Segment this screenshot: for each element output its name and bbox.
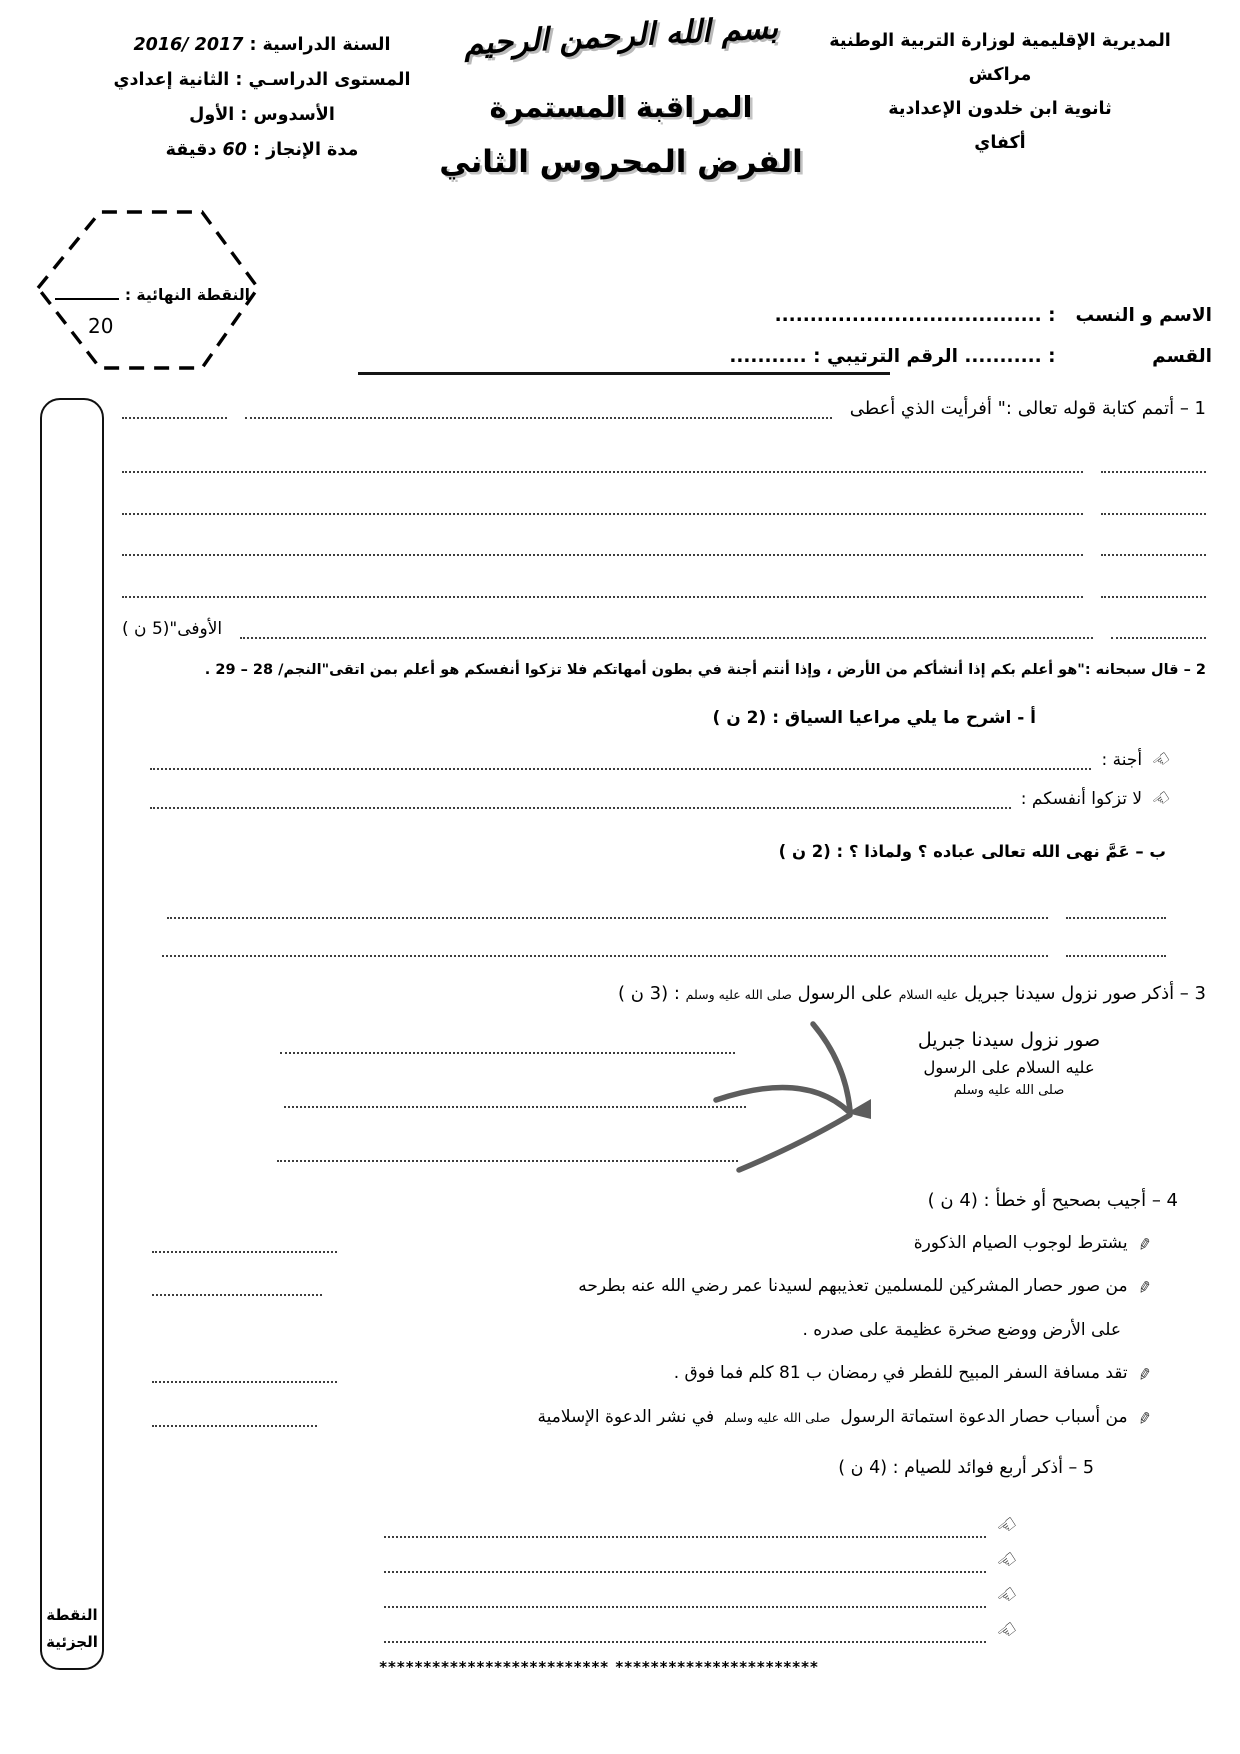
partial-score-label: النقطة الجزئية [46, 1606, 98, 1651]
answer-line [1101, 538, 1206, 556]
question-5-answer-4 [384, 1615, 1024, 1648]
hand-bullet-icon: ☜ [992, 1510, 1024, 1543]
question-1-row [122, 398, 1206, 419]
student-identity-fields [672, 296, 1212, 377]
answer-line [384, 1520, 986, 1538]
question-4-item-1: ✎ يشترط لوجوب الصيام الذكورة [152, 1233, 1151, 1253]
question-3-diagram [122, 1018, 1206, 1196]
exam-title: الفرض المحروس الثاني [439, 144, 803, 181]
question-1-tail: الأوفى"(5 ن ) [122, 619, 223, 639]
class-label: القسم [1152, 345, 1212, 367]
pencil-bullet-icon: ✎ [1135, 1407, 1153, 1430]
answer-line [122, 580, 1083, 598]
diagram-label: صور نزول سيدنا جبريل عليه السلام على الرسول صلى الله عليه وسلم [917, 1029, 1101, 1098]
answer-line-row [122, 455, 1206, 473]
answer-line-row [167, 901, 1166, 919]
question-2a-item-1 [150, 745, 1176, 775]
student-name-row: الاسم و النسب : ...................................... [672, 296, 1212, 337]
question-4-item-2: ✎ من صور حصار المشركين للمسلمين تعذيبهم لسيدنا عمر رضي الله عنه بطرحه [152, 1276, 1151, 1296]
hand-bullet-icon: ☜ [992, 1580, 1024, 1613]
header-divider-line [358, 372, 890, 375]
question-2b-heading: ب – عَمَّ نهى الله تعالى عباده ؟ ولماذا ؟ : (2 ن ) [778, 842, 1166, 861]
order-dotted-blank: ........... [729, 345, 807, 367]
final-score-label: النقطة النهائية : [124, 286, 250, 304]
administration-header [782, 24, 1218, 161]
final-score-label-row [55, 286, 250, 304]
district-line: أكفاي [974, 133, 1026, 154]
city-line: مراكش [968, 65, 1032, 86]
answer-line [167, 901, 1048, 919]
exam-body [122, 398, 1206, 1728]
pencil-bullet-icon: ✎ [1135, 1276, 1153, 1299]
answer-line [277, 1144, 738, 1162]
answer-line-row [122, 580, 1206, 598]
final-score-box [30, 204, 266, 376]
hand-bullet-icon: ☜ [992, 1545, 1024, 1578]
name-dotted-blank: ...................................... [774, 305, 1042, 326]
level-line: المستوى الدراسـي : الثانية إعدادي [113, 70, 411, 90]
answer-line-row [162, 939, 1166, 957]
answer-line [384, 1625, 986, 1643]
answer-line [384, 1590, 986, 1608]
partial-score-column [40, 398, 104, 1670]
question-3-prompt: 3 – أذكر صور نزول سيدنا جبريل عليه السلام على الرسول صلى الله عليه وسلم : (3 ن ) [617, 983, 1206, 1004]
question-5-answer-1 [384, 1510, 1024, 1543]
continuous-assessment-title: المراقبة المستمرة [489, 90, 753, 125]
answer-line-row [122, 538, 1206, 556]
answer-line [122, 538, 1083, 556]
basmala-calligraphy: بسم الله الرحمن الرحيم [463, 9, 779, 63]
question-2a-item-2 [150, 784, 1176, 814]
question-5-answer-3 [384, 1580, 1024, 1613]
exam-info-header [58, 28, 466, 168]
answer-line-row [122, 497, 1206, 515]
answer-line [122, 401, 227, 419]
answer-line [150, 752, 1091, 770]
answer-line [122, 497, 1083, 515]
answer-line [1066, 939, 1166, 957]
school-year-line: السنة الدراسية : 2016/ 2017 [58, 28, 466, 63]
answer-line [162, 939, 1048, 957]
question-2a-heading: أ - اشرح ما يلي مراعيا السياق : (2 ن ) [712, 708, 1036, 728]
semester-line: الأسدوس : الأول [189, 105, 335, 125]
school-line: ثانوية ابن خلدون الإعدادية [888, 99, 1112, 120]
duration-line: مدة الإنجاز : 60 دقيقة [58, 133, 466, 168]
student-class-row: القسم : ........... الرقم الترتيبي : ........... [672, 337, 1212, 378]
class-dotted-blank: ........... [964, 345, 1042, 367]
duration-value: 60 [222, 140, 247, 160]
answer-line [384, 1555, 986, 1573]
answer-line [240, 621, 1093, 639]
answer-line [1111, 621, 1206, 639]
true-false-answer-line [152, 1278, 322, 1296]
question-1-tail-row [122, 619, 1206, 639]
question-4-item-4: ✎ من أسباب حصار الدعوة استماتة الرسول صلى الله عليه وسلم في نشر الدعوة الإسلامية [152, 1407, 1151, 1427]
answer-line [1101, 455, 1206, 473]
question-2-prompt: 2 – قال سبحانه :"هو أعلم بكم إذا أنشأكم من الأرض ، وإذا أنتم أجنة في بطون أمهاتكم فلا تزكوا أنفسكم هو أعلم بمن اتقى"النجم/ 28 – 29 . [204, 662, 1206, 678]
true-false-answer-line [152, 1235, 337, 1253]
answer-line [1101, 580, 1206, 598]
order-number-label: الرقم الترتيبي : [813, 345, 958, 367]
answer-line [245, 401, 832, 419]
question-4-prompt: 4 – أجيب بصحيح أو خطأ : (4 ن ) [927, 1190, 1178, 1211]
name-label: الاسم و النسب [1075, 305, 1212, 326]
question-1-prompt: 1 – أتمم كتابة قوله تعالى :" أفرأيت الذي أعطى [849, 398, 1206, 419]
question-5-answer-2 [384, 1545, 1024, 1578]
answer-line [280, 1036, 735, 1054]
pencil-bullet-icon: ✎ [1135, 1363, 1153, 1386]
hand-bullet-icon: ☜ [1146, 745, 1176, 775]
answer-line [1066, 901, 1166, 919]
pencil-bullet-icon: ✎ [1135, 1233, 1153, 1256]
true-false-answer-line [152, 1409, 317, 1427]
school-year-value: 2016/ 2017 [133, 35, 244, 55]
true-false-answer-line [152, 1365, 337, 1383]
answer-line [284, 1090, 746, 1108]
hand-bullet-icon: ☜ [992, 1615, 1024, 1648]
final-score-blank-line [55, 298, 119, 300]
vocab-term: أجنة : [1101, 750, 1143, 770]
question-5-prompt: 5 – أذكر أربع فوائد للصيام : (4 ن ) [838, 1458, 1094, 1478]
directorate-line: المديرية الإقليمية لوزارة التربية الوطنية [829, 31, 1171, 51]
hand-bullet-icon: ☜ [1146, 784, 1176, 814]
answer-line [122, 455, 1083, 473]
final-score-denominator: 20 [88, 314, 114, 338]
question-4-item-2-continuation: على الأرض ووضع صخرة عظيمة على صدره . [802, 1320, 1121, 1340]
end-of-exam-stars: ************************** *********************** [379, 1658, 819, 1676]
answer-line [1101, 497, 1206, 515]
question-4-item-3: ✎ تقد مسافة السفر المبيح للفطر في رمضان ب 81 كلم فما فوق . [152, 1363, 1151, 1383]
center-header [428, 9, 814, 181]
vocab-term: لا تزكوا أنفسكم : [1020, 789, 1143, 809]
answer-line [150, 791, 1011, 809]
